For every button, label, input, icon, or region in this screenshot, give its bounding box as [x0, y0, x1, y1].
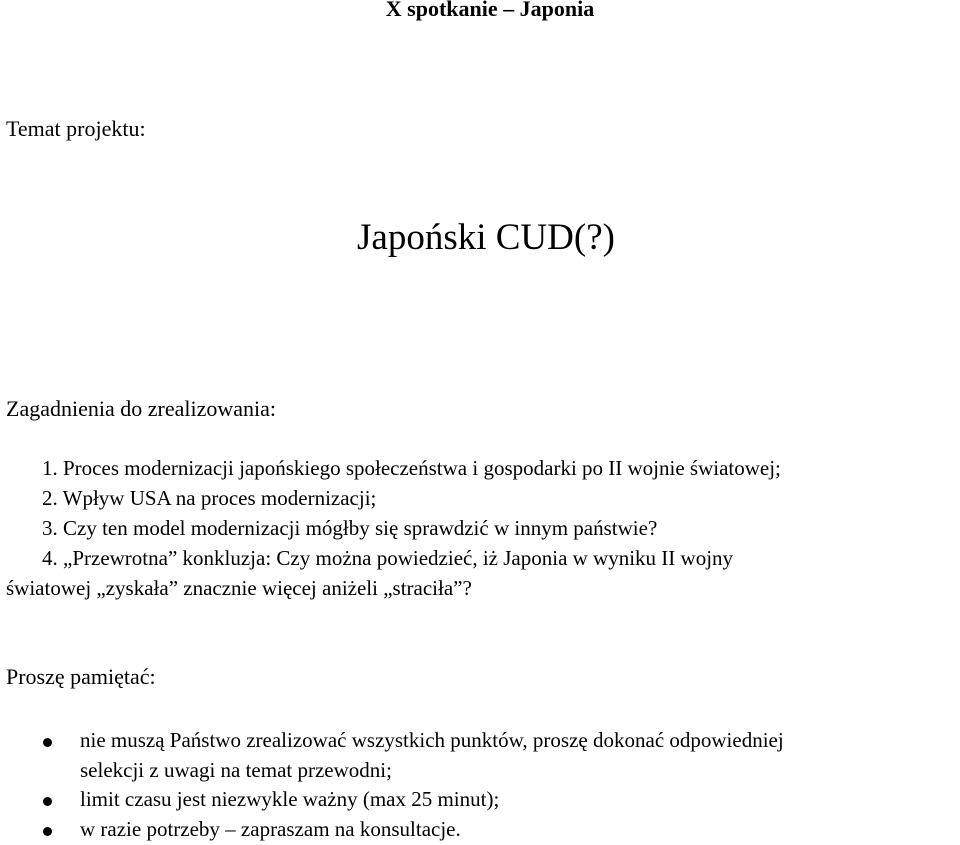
- topic-item-4-continuation: światowej „zyskała” znacznie więcej aniżeli „straciła”?: [6, 576, 472, 600]
- reminder-item-1-continuation: selekcji z uwagi na temat przewodni;: [80, 758, 392, 782]
- project-subject: Japoński CUD(?): [357, 217, 615, 258]
- topic-item-2: 2. Wpływ USA na proces modernizacji;: [42, 486, 377, 510]
- topic-item-4: 4. „Przewrotna” konkluzja: Czy można powiedzieć, iż Japonia w wyniku II wojny: [42, 546, 734, 570]
- bullet-icon: [43, 738, 52, 747]
- page-title: X spotkanie – Japonia: [385, 0, 595, 21]
- topics-label: Zagadnienia do zrealizowania:: [6, 396, 276, 421]
- topic-item-1: 1. Proces modernizacji japońskiego społeczeństwa i gospodarki po II wojnie światowej;: [42, 456, 781, 480]
- reminder-item-1: nie muszą Państwo zrealizować wszystkich punktów, proszę dokonać odpowiedniej: [80, 728, 784, 752]
- topic-item-3: 3. Czy ten model modernizacji mógłby się sprawdzić w innym państwie?: [42, 516, 658, 540]
- reminder-item-3: w razie potrzeby – zapraszam na konsultacje.: [80, 817, 461, 841]
- reminder-item-2: limit czasu jest niezwykle ważny (max 25 minut);: [80, 787, 500, 811]
- bullet-icon: [43, 797, 52, 806]
- project-label: Temat projektu:: [6, 116, 146, 141]
- reminders-label: Proszę pamiętać:: [6, 664, 156, 689]
- bullet-icon: [43, 827, 52, 836]
